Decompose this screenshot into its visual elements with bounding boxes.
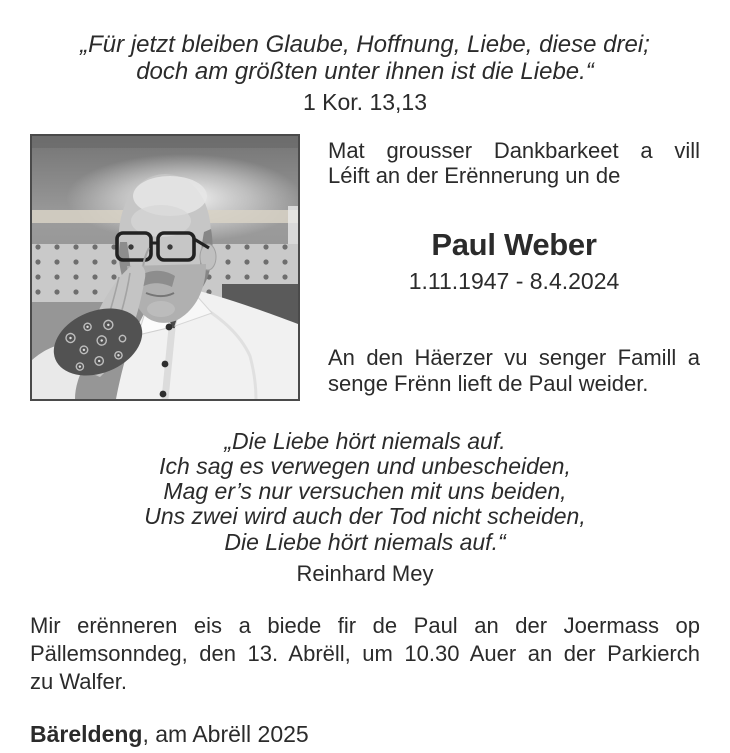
scripture-line-2: doch am größten unter ihnen ist die Liebe.“ <box>136 57 594 85</box>
closing-line <box>30 721 700 748</box>
announcement-line-1: Mir erënneren eis a biede fir de Paul an der Joermass op <box>30 613 700 639</box>
deceased-name: Paul Weber <box>431 226 597 262</box>
intro-line-1: Mat grousser Dankbarkeet a vill <box>328 137 700 163</box>
tribute-line-1: An den Häerzer vu senger Famill a <box>328 345 700 371</box>
closing-date: , am Abrëll 2025 <box>142 720 309 747</box>
mass-announcement <box>30 612 700 696</box>
portrait-illustration <box>32 136 298 399</box>
poem <box>30 429 700 587</box>
deceased-info <box>328 134 700 401</box>
portrait-photo <box>30 134 300 401</box>
poem-line-4: Uns zwei wird auch der Tod nicht scheiden, <box>144 503 586 530</box>
poem-line-1: „Die Liebe hört niemals auf. <box>224 427 506 454</box>
intro-line-2: Léift an der Erënnerung un de <box>328 163 621 189</box>
scripture-source: 1 Kor. 13,13 <box>302 88 428 115</box>
scripture-line-1: „Für jetzt bleiben Glaube, Hoffnung, Liebe, diese drei; <box>80 31 650 58</box>
poem-line-3: Mag er’s nur versuchen mit uns beiden, <box>163 478 567 505</box>
intro-text <box>328 138 700 189</box>
tribute-text <box>328 345 700 396</box>
main-row <box>30 134 700 401</box>
announcement-line-3: zu Walfer. <box>30 669 127 695</box>
closing-place: Bäreldeng <box>30 720 143 747</box>
poem-line-2: Ich sag es verwegen und unbescheiden, <box>159 452 571 479</box>
announcement-line-2: Pällemsonndeg, den 13. Abrëll, um 10.30 Auer an der Parkierch <box>30 641 700 667</box>
poem-author: Reinhard Mey <box>296 560 434 586</box>
poem-line-5: Die Liebe hört niemals auf.“ <box>224 528 506 555</box>
scripture-quote <box>30 32 700 116</box>
deceased-dates: 1.11.1947 - 8.4.2024 <box>408 268 620 295</box>
tribute-line-2: senge Frënn lieft de Paul weider. <box>328 370 649 396</box>
